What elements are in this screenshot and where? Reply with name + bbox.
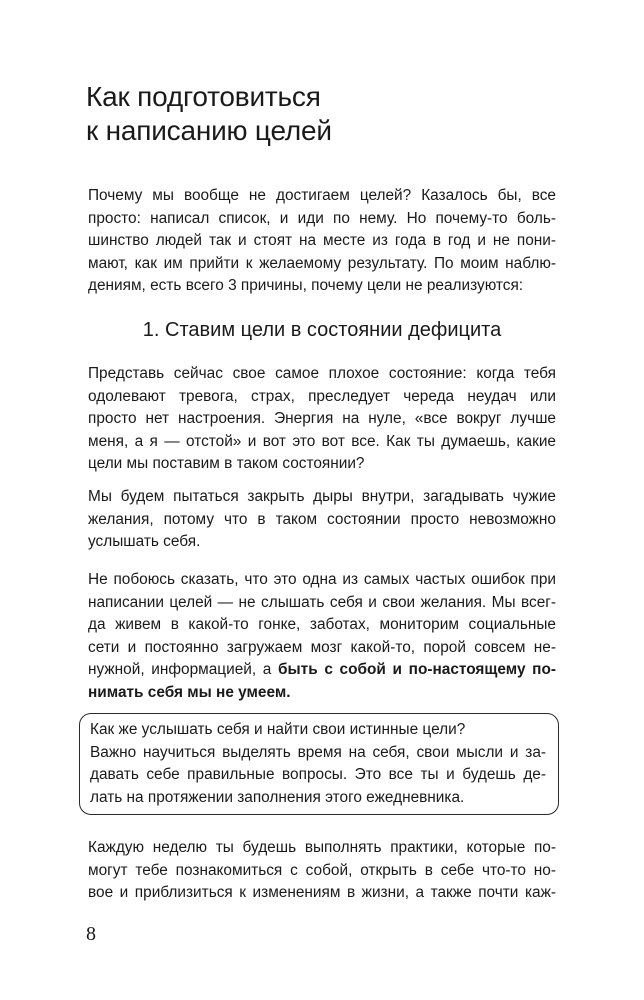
paragraph-line: желания, потому что в таком состоянии просто невозможно — [88, 510, 556, 528]
title-line-2: к написанию целей — [86, 115, 332, 146]
callout-box — [79, 713, 559, 815]
intro-line: просто: написал список, и иди по нему. Но почему-то боль- — [88, 209, 556, 227]
page-number: 8 — [86, 923, 96, 945]
bold-text: нимать себя мы не умеем. — [88, 683, 291, 701]
intro-line: Почему мы вообще не достигаем целей? Казалось бы, все — [88, 187, 556, 204]
paragraph-line: Не побоюсь сказать, что это одна из самых частых ошибок при — [88, 571, 556, 588]
paragraph-line: Каждую неделю ты будешь выполнять практики, которые по- — [88, 839, 556, 856]
paragraph-line: услышать себя. — [88, 533, 201, 550]
title-line-1: Как подготовиться — [86, 81, 321, 112]
paragraph-line: да живем в какой-то гонке, заботах, мониторим социальные — [88, 616, 556, 633]
regular-text: нужной, информацией, а — [88, 661, 279, 678]
paragraph-line: могут тебе познакомиться с собой, открыть в себе что-то но- — [88, 861, 556, 879]
paragraph-3 — [88, 569, 556, 704]
paragraph-line: цели мы поставим в таком состоянии? — [88, 455, 365, 472]
paragraph-line: Представь сейчас свое самое плохое состояние: когда тебя — [88, 365, 556, 382]
page-title — [86, 80, 566, 148]
intro-line: шинство людей так и стоят на месте из года в год и не пони- — [88, 232, 556, 249]
callout-line: лать на протяжении заполнения этого ежедневника. — [90, 788, 465, 806]
callout-line: давать себе правильные вопросы. Это все ты и будешь де- — [90, 766, 546, 783]
callout-line: Важно научиться выделять время на себя, свои мысли и за- — [90, 743, 546, 761]
paragraph-1 — [88, 363, 556, 476]
intro-line: дениям, есть всего 3 причины, почему цели не реализуются: — [88, 277, 524, 294]
bold-text: быть с собой и по-настоящему по- — [278, 661, 556, 678]
section-heading: 1. Ставим цели в состоянии дефицита — [142, 319, 502, 341]
intro-paragraph — [88, 185, 556, 298]
paragraph-line: Мы будем пытаться закрыть дыры внутри, загадывать чужие — [88, 488, 556, 505]
paragraph-line: меня, а я — отстой» и вот это вот все. Как ты думаешь, какие — [88, 432, 556, 450]
intro-line: мают, как им прийти к желаемому результату. По моим наблю- — [88, 254, 556, 272]
paragraph-line: написании целей — не слышать себя и свои желания. Мы всег- — [88, 593, 556, 611]
paragraph-line-mixed — [88, 659, 556, 682]
paragraph-4 — [88, 837, 556, 905]
callout-line: Как же услышать себя и найти свои истинные цели? — [90, 721, 466, 738]
paragraph-line: просто нет настроения. Энергия на нуле, «все вокруг лучше — [88, 410, 556, 427]
paragraph-2 — [88, 486, 556, 554]
paragraph-line: вое и приблизиться к изменениям в жизни, а также почти каж- — [88, 884, 556, 901]
paragraph-line: одолевают тревога, страх, преследует череда неудач или — [88, 387, 556, 405]
paragraph-line: сети и постоянно загружаем мозг какой-то, порой совсем не- — [88, 638, 556, 656]
